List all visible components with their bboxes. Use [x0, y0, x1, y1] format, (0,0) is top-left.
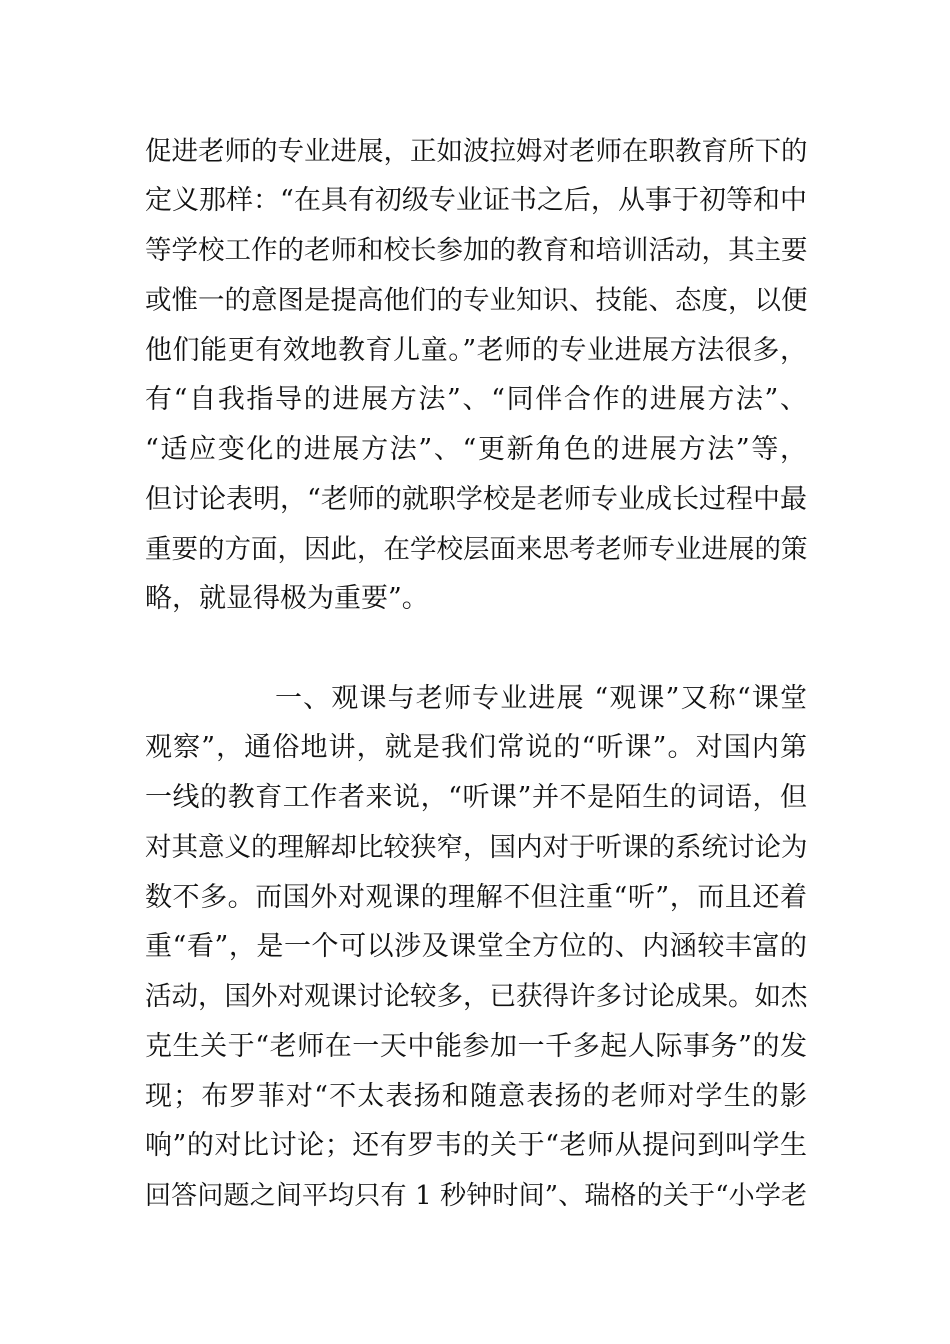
text-line: 定义那样：“在具有初级专业证书之后，从事于初等和中 [145, 185, 807, 216]
text-line: 但讨论表明，“老师的就职学校是老师专业成长过程中最 [145, 484, 807, 515]
text-line: 促进老师的专业进展，正如波拉姆对老师在职教育所下的 [145, 136, 808, 167]
text-line: 观察”，通俗地讲，就是我们常说的“听课”。对国内第 [145, 732, 807, 763]
text-line: “适应变化的进展方法”、“更新角色的进展方法”等， [145, 434, 807, 465]
text-line: 有“自我指导的进展方法”、“同伴合作的进展方法”、 [145, 384, 807, 415]
text-line: 现；布罗菲对“不太表扬和随意表扬的老师对学生的影 [145, 1081, 807, 1112]
section-heading-line: 一、观课与老师专业进展 “观课”又称“课堂 [275, 683, 807, 714]
text-line: 回答问题之间平均只有 1 秒钟时间”、瑞格的关于“小学老 [145, 1181, 807, 1211]
text-line: 他们能更有效地教育儿童。”老师的专业进展方法很多， [145, 335, 807, 366]
text-line: 活动，国外对观课讨论较多，已获得许多讨论成果。如杰 [145, 981, 808, 1012]
text-line: 一线的教育工作者来说，“听课”并不是陌生的词语，但 [145, 782, 807, 813]
text-line: 略，就显得极为重要”。 [145, 583, 429, 614]
text-line: 对其意义的理解却比较狭窄，国内对于听课的系统讨论为 [145, 832, 808, 863]
text-line: 重“看”，是一个可以涉及课堂全方位的、内涵较丰富的 [145, 931, 807, 962]
text-line: 等学校工作的老师和校长参加的教育和培训活动，其主要 [145, 235, 808, 266]
text-line: 或惟一的意图是提高他们的专业知识、技能、态度，以便 [145, 285, 808, 316]
text-line: 数不多。而国外对观课的理解不但注重“听”，而且还着 [145, 882, 807, 913]
text-line: 响”的对比讨论；还有罗韦的关于“老师从提问到叫学生 [145, 1130, 807, 1161]
text-line: 重要的方面，因此，在学校层面来思考老师专业进展的策 [145, 534, 808, 565]
text-line: 克生关于“老师在一天中能参加一千多起人际事务”的发 [145, 1031, 807, 1062]
